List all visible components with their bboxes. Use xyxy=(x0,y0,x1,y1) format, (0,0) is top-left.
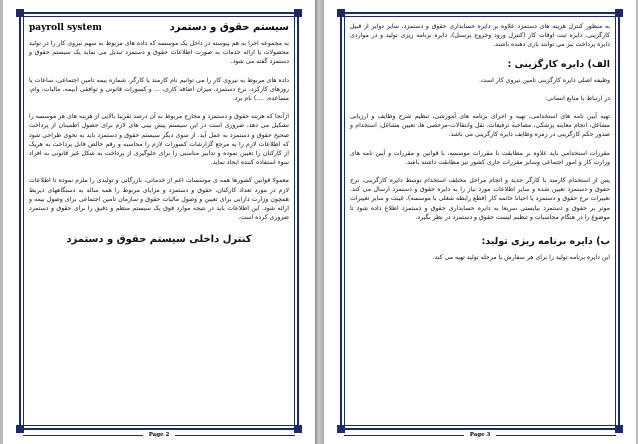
footer-rule xyxy=(23,435,143,436)
page-3 xyxy=(324,0,636,444)
paragraph: در ارتباط با منابع انسانی: xyxy=(544,94,610,102)
paragraph: پس از استخدام کارمند با کارگر جدید و انجام مراحل مختلف استخدام توسط دایره کارگزینی، نرخ حقوق و دستمزد تعیین شده و سایر اطلاعات مورد نیاز را به دایره حقوق و دستمزد ارسال می کند. تغییرات نرخ حقوق و دستمزد یا احیانا خاتمه کار (قطع رابطه شغلی با موسسه)، غیبت و سایر تغییرات موثر بر حقوق و دستمزد بیایستی سریعا به دایره حسابداری حقوق و دستمزد اطلاع داده شود تا موضوع را در هنگام محاسبات و تنظیم لیست حقوق و دستمزد در نظر بگیرد. xyxy=(350,177,610,221)
border-corner xyxy=(294,9,302,17)
paragraph: ازآنجا که هزینه حقوق و دستمزد و مخارج مربوط به آن درصد تقریبا بالایی از هزینه های هر موسسه را تشکیل می دهد، ضروری است در این سیستم پیش بینی های لازم برای حصول اطمینان از پرداخت صحیح حقوق و دستمزد به عمل آید. از سوی دیگر سیستم حقوق و دستمزد باید به نحوی طراحی شود که اطلاعات لازم را به مرجع گزارشات کسورات لازم را محاسبه و رقم خالص قابل پرداخت به هریک از کارکنان را تعیین نموده و تدابیر مناسبی را برای جلوگیری از پرداخت به شکل غیر قانونی به افراد سوء استفاده کننده ایجاد نماید. xyxy=(29,113,289,167)
header-english-title: payroll system xyxy=(29,23,102,33)
paragraph: این دایره برنامه تولید را برای هر سفارش یا مرحله تولید تهیه می کند. xyxy=(432,254,610,262)
paragraph: داده های مربوط به نیروی کار را می توانیم نام کارمند یا کارگر، شماره بیمه تامین اجتماعی، ساعات یا روزهای کارکرد، نرخ دستمزد، میزان اضافه کاری، ... و کسورات قانونی و توافقی (بیمه، مالیات، وام، مساعده، ....) نام برد. xyxy=(29,76,289,103)
paragraph: تهیه آیین نامه های استخدامی، تهیه و اجرای برنامه های آموزشی، تنظیم شرح وظایف و ارزیابی مشاغل، انجام معاینه پزشکی، مصاحبه ترفیعات، نقل وانتقالات-مرخصی ها، تعیین مشاغل، استخدام و صدور حکم کارگزینی در زمره وظایف دایره کارگزینی می باشد. xyxy=(350,113,610,139)
footer-rule xyxy=(344,435,464,436)
page-footer xyxy=(23,430,295,440)
page-footer xyxy=(344,430,616,440)
section-heading: ب) دایره برنامه ریزی تولید: xyxy=(481,236,610,248)
section-heading: الف) دایره کارگزینی : xyxy=(507,58,610,70)
border-corner xyxy=(294,425,302,433)
header-persian-title: سیستم حقوق و دستمزد xyxy=(169,22,289,33)
paragraph: به مجموعه اجزا به هم پیوسته در داخل یک موسسه که داده های مربوط به سهم نیروی کار را در تولید محصولات یا ارائه خدمات به صورت اطلاعات حقوق و دستمزد تبدیل می نماید یک سیستم حقوق و دستمزد گفته می شود. xyxy=(29,40,289,66)
paragraph: وظیفه اصلی دایره کارگزینی تامین نیروی کار است. xyxy=(478,76,610,84)
border-corner xyxy=(337,9,345,17)
page-number: Page 2 xyxy=(148,432,170,438)
footer-rule xyxy=(496,435,616,436)
page-header xyxy=(29,22,289,33)
paragraph: معمولا قوانین کشورها همه ی موسسات اعم از خدماتی، بازرگانی و تولیدی را ملزم نموده تا اطلاعات لازم در مورد تعداد کارکنان، حقوق و دستمزد و مزایای مربوط را همه ساله به دستگاههای ذیربط همچون وزارت دارایی برای تعیین و وصول مالیات حقوق و سازمان تامین اجتماعی برای وصول بیمه و ارائه شود. این اطلاعات باید در نتیجه موارد فوق یک سیستم منظم و دقیق را برای حقوق و دستمزد ضروری کرده است. xyxy=(29,177,289,222)
paragraph: مقررات استخدامی باید علاوه بر مطابقت با مقررات موسسه، با قوانین و مقررات و آیین نامه های وزارت کار و امور اجتماعی وسایر مقررات جاری کشور نیز مطابقت داشته باشد. xyxy=(350,149,610,166)
page-gutter xyxy=(315,0,324,444)
page-number: Page 3 xyxy=(469,432,491,438)
page-content xyxy=(29,22,289,414)
border-corner xyxy=(16,9,24,17)
border-corner xyxy=(615,9,623,17)
page-content xyxy=(350,22,610,414)
paragraph: به منظور کنترل هزینه های دستمزد علاوه بر دایره حسابداری حقوق و دستمزد، سایر دوایر از قبیل کارگزینی، دایره ثبت اوقات کار (کنترل ورود وخروج پرسنل)، دایره برنامه ریزی تولید و در مواردی دایره پرداخت نیز می توانند باری دهنده باشند. xyxy=(350,23,610,49)
border-corner xyxy=(615,425,623,433)
section-heading: کنترل داخلی سیستم حقوق و دستمزد xyxy=(66,234,252,246)
footer-rule xyxy=(175,435,295,436)
page-2 xyxy=(3,0,315,444)
